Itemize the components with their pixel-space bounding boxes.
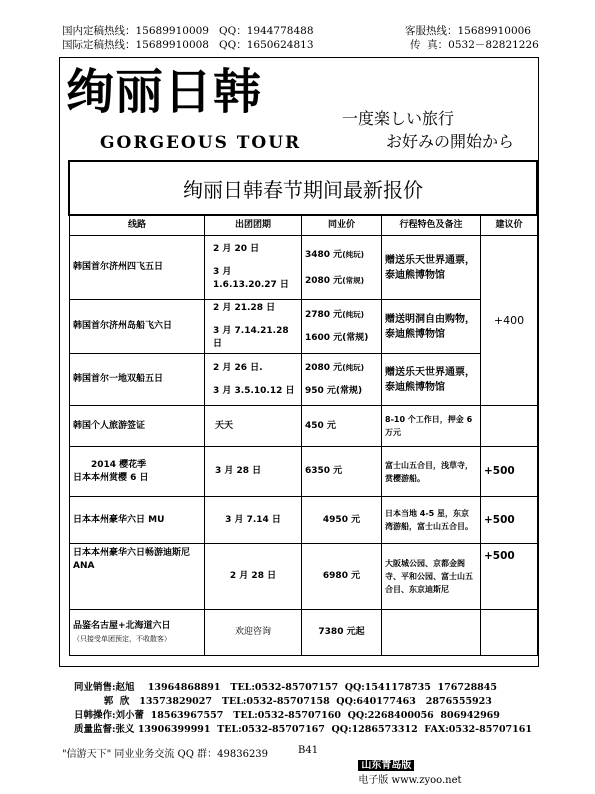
suggest-cell	[481, 406, 538, 447]
route-cell: 日本本州豪华六日畅游迪斯尼 ANA	[70, 544, 205, 610]
route-note: （只接受单团预定，不收散客）	[73, 634, 171, 643]
table-row	[70, 447, 538, 497]
route-line: 日本本州赏樱 6 日	[73, 472, 149, 483]
date-line: 3 月 3.5.10.12 日	[213, 385, 295, 396]
route-cell: 日本本州豪华六日 MU	[70, 497, 205, 544]
page-number: B41	[298, 745, 319, 756]
suggest-cell: +500	[481, 544, 538, 610]
date-cell	[205, 354, 302, 406]
feature-cell	[382, 610, 481, 656]
date-cell: 2 月 28 日	[205, 544, 302, 610]
contact-quality: 质量监督:张义 13906399991 TEL:0532-85707167 QQ:1286573312 FAX:0532-85707161	[74, 724, 532, 735]
col-header-suggest: 建议价	[481, 216, 538, 236]
route-cell	[70, 447, 205, 497]
page-title: 绚丽日韩春节期间最新报价	[183, 178, 423, 202]
col-header-feature: 行程特色及备注	[382, 216, 481, 236]
contact-sales-1: 同业销售:赵旭 13964868891 TEL:0532-85707157 QQ:1541178735 176728845	[74, 682, 498, 693]
footer-qq-group: "信游天下" 同业业务交流 QQ 群：49836239	[62, 749, 269, 760]
date-cell: 3 月 7.14 日	[205, 497, 302, 544]
price-line: 950 元(常规)	[305, 386, 363, 396]
feature-cell: 赠送乐天世界通票，泰迪熊博物馆	[382, 236, 481, 300]
price-cell: 6980 元	[302, 544, 382, 610]
table-row	[70, 544, 538, 610]
date-line: 2 月 21.28 日	[213, 303, 276, 313]
date-line: 2 月 20 日	[213, 244, 260, 254]
price-cell: 6350 元	[302, 447, 382, 497]
price-cell: 4950 元	[302, 497, 382, 544]
feature-cell: 赠送乐天世界通票，泰迪熊博物馆	[382, 354, 481, 406]
date-line: 3 月 1.6.13.20.27 日	[213, 267, 289, 290]
date-cell: 欢迎咨询	[205, 610, 302, 656]
contact-sales-2: 郭 欣 13573829027 TEL:0532-85707158 QQ:640177463 2876555923	[74, 696, 492, 707]
route-cell: 韩国个人旅游签证	[70, 406, 205, 447]
header-fax: 传 真：0532－82821226	[410, 39, 539, 51]
price-cell: 7380 元起	[302, 610, 382, 656]
price-line: 3480 元(纯玩)	[305, 249, 365, 260]
route-cell: 韩国首尔济州岛船飞六日	[70, 300, 205, 354]
table-header-row	[70, 216, 538, 236]
edition-badge: 山东青岛版	[358, 760, 414, 771]
route-line: 2014 樱花季	[91, 459, 147, 470]
date-cell	[205, 300, 302, 354]
table-row	[70, 497, 538, 544]
contact-operations: 日韩操作:刘小蕾 18563967557 TEL:0532-85707160 QQ:2268400056 806942969	[74, 710, 500, 721]
header-international: 国际定稿热线：15689910008 QQ：1650624813	[62, 39, 314, 51]
table-row	[70, 610, 538, 656]
route-cell	[70, 610, 205, 656]
feature-cell: 富士山五合目，浅草寺，赏樱游船。	[382, 447, 481, 497]
col-header-price: 同业价	[302, 216, 382, 236]
col-header-date: 出团团期	[205, 216, 302, 236]
table-row	[70, 300, 538, 354]
route-line: 品鉴名古屋+北海道六日	[73, 620, 171, 631]
header-domestic: 国内定稿热线：15689910009 QQ：1944778488	[62, 25, 314, 37]
price-cell	[302, 236, 382, 300]
header-service: 客服热线：15689910006	[405, 25, 531, 37]
table-row	[70, 354, 538, 406]
route-cell: 韩国首尔济州四飞五日	[70, 236, 205, 300]
brand-name-en: GORGEOUS TOUR	[100, 133, 302, 153]
price-cell	[302, 300, 382, 354]
date-cell	[205, 236, 302, 300]
suggest-cell: +400	[481, 236, 538, 406]
date-cell: 天天	[205, 406, 302, 447]
feature-cell: 日本当地 4-5 星，东京湾游船，富士山五合目。	[382, 497, 481, 544]
date-line: 3 月 7.14.21.28 日	[213, 326, 289, 349]
price-line: 2080 元(常规)	[305, 275, 365, 286]
edition-url: 电子版 www.zyoo.net	[358, 775, 462, 786]
feature-cell: 8-10 个工作日，押金 6 万元	[382, 406, 481, 447]
suggest-cell: +500	[481, 497, 538, 544]
price-cell	[302, 354, 382, 406]
price-table	[69, 215, 538, 656]
price-line: 2780 元(纯玩)	[305, 310, 365, 320]
feature-cell: 大阪城公园、京都金阁寺、平和公园、富士山五合目、东京迪斯尼	[382, 544, 481, 610]
price-line: 2080 元(纯玩)	[305, 363, 365, 373]
brand-name: 绚丽日韩	[66, 64, 263, 120]
price-line: 1600 元(常规)	[305, 333, 369, 343]
footer-edition	[352, 745, 462, 786]
date-line: 2 月 26 日.	[213, 362, 263, 373]
feature-cell: 赠送明洞自由购物，泰迪熊博物馆	[382, 300, 481, 354]
col-header-route: 线路	[70, 216, 205, 236]
table-row	[70, 406, 538, 447]
suggest-cell: +500	[481, 447, 538, 497]
table-row	[70, 236, 538, 300]
slogan-line2: お好みの開始から	[386, 132, 515, 151]
slogan-line1: 一度楽しい旅行	[342, 109, 455, 128]
date-cell: 3 月 28 日	[205, 447, 302, 497]
route-cell: 韩国首尔一地双船五日	[70, 354, 205, 406]
price-cell: 450 元	[302, 406, 382, 447]
suggest-cell	[481, 610, 538, 656]
